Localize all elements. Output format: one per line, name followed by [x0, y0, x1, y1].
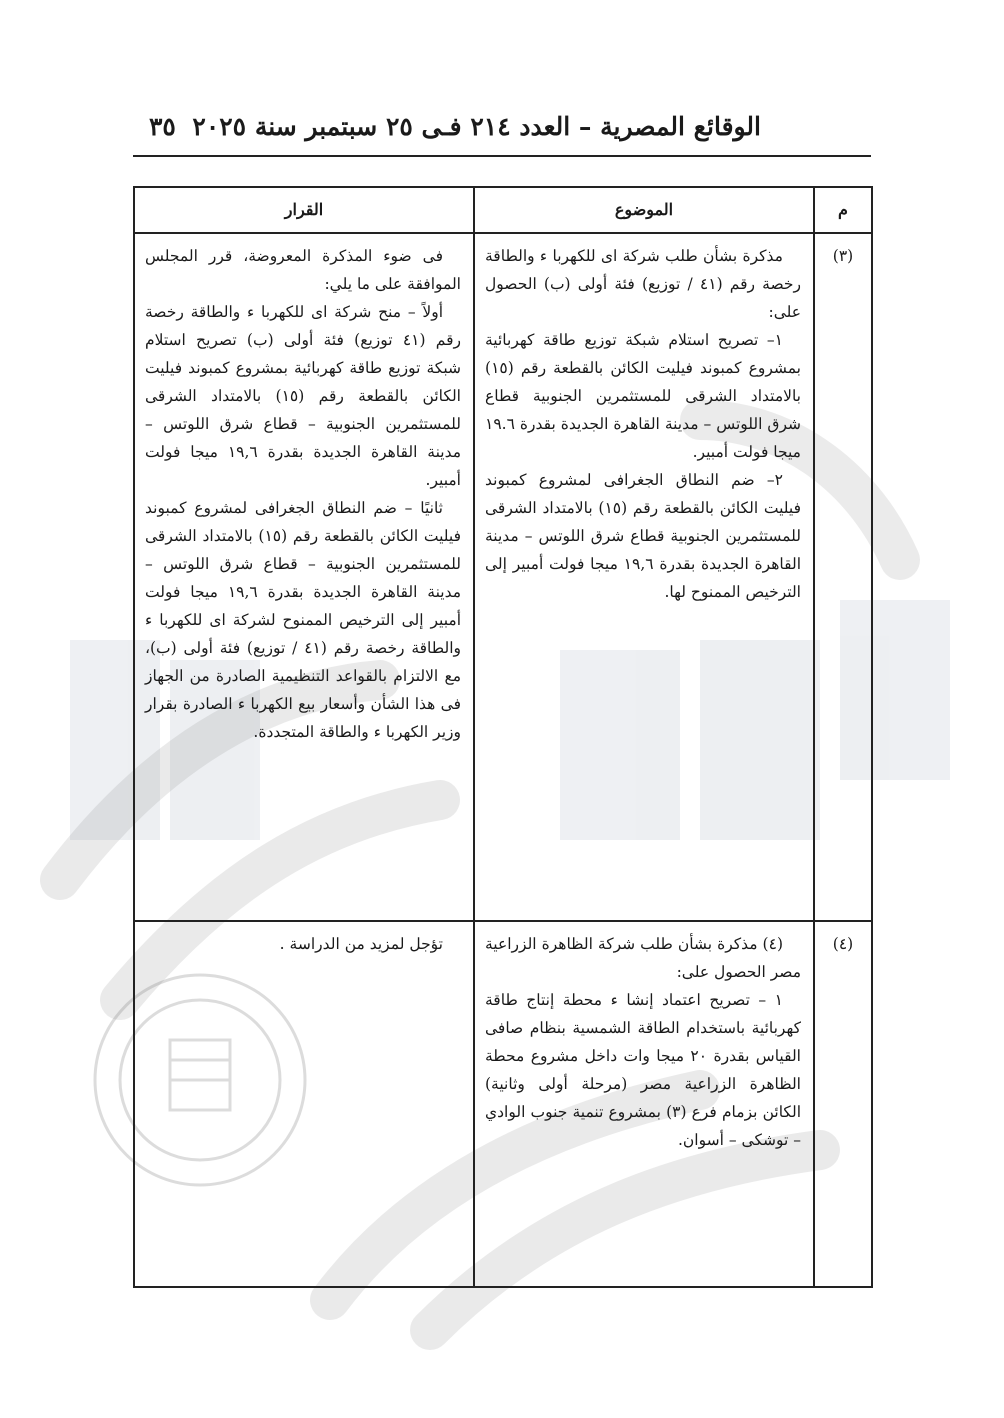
decision-paragraph: تؤجل لمزيد من الدراسة . — [279, 935, 443, 953]
decision-paragraph: فى ضوء المذكرة المعروضة، قرر المجلس الموافقة على ما يلي: — [145, 247, 461, 293]
decision-cell — [134, 921, 474, 1287]
row-number: (٤) — [814, 921, 872, 1287]
subject-paragraph: ١ – تصريح اعتماد إنشا ء محطة إنتاج طاقة كهربائية باستخدام الطاقة الشمسية بنظام صافى القياس بقدرة ٢٠ ميجا وات داخل مشروع محطة الظاهرة الزراعية مصر (مرحلة أولى وثانية) الكائن بزمام فرع (٣) بمشروع تنمية جنوب الوادي – توشكى – أسوان. — [485, 991, 802, 1149]
row-number: (٣) — [814, 233, 872, 921]
column-header-decision: القرار — [134, 187, 474, 233]
page-header — [133, 112, 871, 152]
subject-paragraph: مذكرة بشأن طلب شركة اى للكهربا ء والطاقة رخصة رقم (٤١ / توزيع) فئة أولى (ب) الحصول على: — [485, 247, 801, 321]
page-title: الوقائع المصرية – العدد ٢١٤ فـى ٢٥ سبتمبر سنة ٢٠٢٥ — [192, 112, 761, 141]
table-row — [134, 233, 872, 921]
column-header-number: م — [814, 187, 872, 233]
subject-paragraph: (٤) مذكرة بشأن طلب شركة الظاهرة الزراعية مصر الحصول على: — [485, 935, 801, 981]
subject-paragraph: ٢– ضم النطاق الجغرافى لمشروع كمبوند فيليت الكائن بالقطعة رقم (١٥) بالامتداد الشرقى للمستثمرين الجنوبية قطاع شرق اللوتس – مدينة القاهرة الجديدة بقدرة ١٩,٦ ميجا فولت أمبير إلى الترخيص الممنوح لها. — [485, 471, 802, 601]
subject-cell — [474, 921, 814, 1287]
decision-paragraph: أولاً – منح شركة اى للكهربا ء والطاقة رخصة رقم (٤١ توزيع) فئة أولى (ب) تصريح استلام شبكة توزيع طاقة كهربائية بمشروع كمبوند فيليت الكائن بالقطعة رقم (١٥) بالامتداد الشرقى للمستثمرين الجنوبية – قطاع شرق اللوتس – مدينة القاهرة الجديدة بقدرة ١٩,٦ ميجا فولت أمبير. — [145, 303, 462, 489]
table-row — [134, 921, 872, 1287]
subject-paragraph: ١– تصريح استلام شبكة توزيع طاقة كهربائية بمشروع كمبوند فيليت الكائن بالقطعة رقم (١٥) بالامتداد الشرقى للمستثمرين الجنوبية قطاع شرق اللوتس – مدينة القاهرة الجديدة بقدرة ١٩.٦ ميجا فولت أمبير. — [485, 331, 801, 461]
column-header-subject: الموضوع — [474, 187, 814, 233]
decisions-table — [133, 186, 873, 1288]
table-header-row — [134, 187, 872, 233]
page-number: ٣٥ — [149, 112, 176, 141]
header-divider — [133, 155, 871, 157]
subject-cell — [474, 233, 814, 921]
decision-cell — [134, 233, 474, 921]
decision-paragraph: ثانيًا – ضم النطاق الجغرافى لمشروع كمبوند فيليت الكائن بالقطعة رقم (١٥) بالامتداد الشرقى للمستثمرين الجنوبية – قطاع شرق اللوتس – مدينة القاهرة الجديدة بقدرة ١٩,٦ ميجا فولت أمبير إلى الترخيص الممنوح لشركة اى للكهربا ء والطاقة رخصة رقم (٤١ / توزيع) فئة أولى (ب)، مع الالتزام بالقواعد التنظيمية الصادرة من الجهاز فى هذا الشأن وأسعار بيع الكهربا ء الصادرة بقرار وزير الكهربا ء والطاقة المتجددة. — [145, 499, 462, 741]
